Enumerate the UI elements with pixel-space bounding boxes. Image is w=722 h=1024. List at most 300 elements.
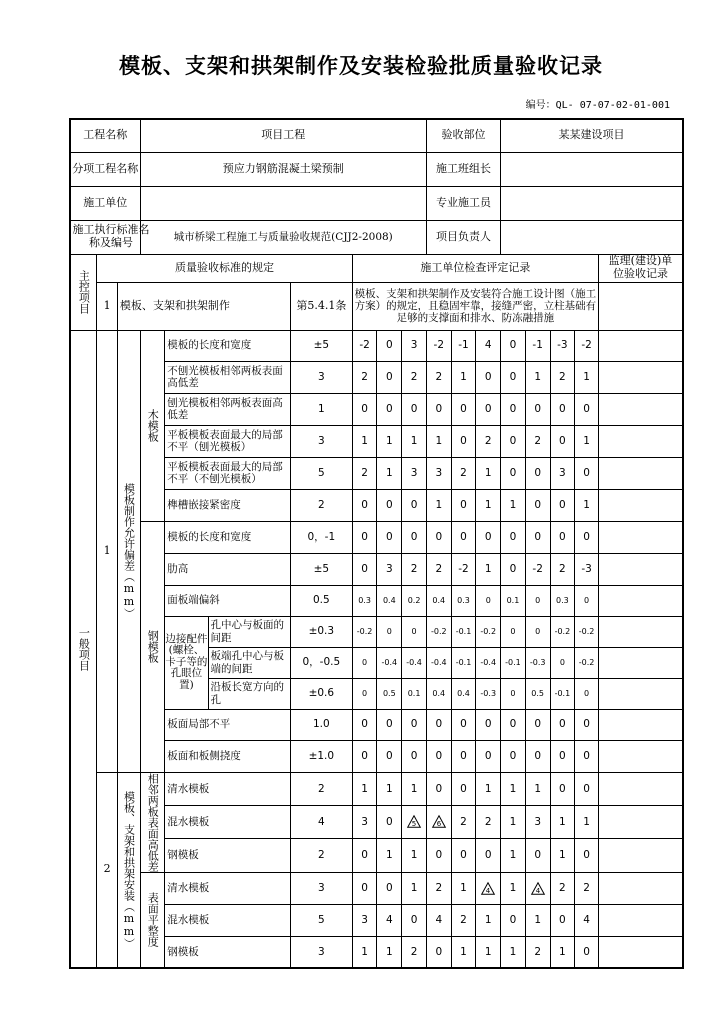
measurement: 0 xyxy=(575,709,599,740)
measurement: 1 xyxy=(501,838,526,872)
table-row xyxy=(70,521,683,553)
measurement: 1 xyxy=(501,772,526,806)
tolerance: ±5 xyxy=(290,330,352,361)
measurement: 1 xyxy=(352,936,377,968)
check-item: 钢模板 xyxy=(165,838,291,872)
project-name-label: 工程名称 xyxy=(70,119,140,152)
spec-column-header: 质量验收标准的规定 xyxy=(97,254,352,282)
check-item: 混水模板 xyxy=(165,904,291,936)
measurement: 1 xyxy=(377,772,402,806)
contractor-value xyxy=(140,186,426,220)
tolerance: ±0.6 xyxy=(290,678,352,709)
measurement: 1 xyxy=(575,806,599,839)
standard-value: 城市桥梁工程施工与质量验收规范(CJJ2-2008) xyxy=(140,220,426,254)
measurement: 0 xyxy=(550,521,575,553)
measurement: 0 xyxy=(352,838,377,872)
supervisor-record xyxy=(598,772,683,806)
general-label: 一般项目 xyxy=(77,626,91,671)
supervisor-record xyxy=(598,936,683,968)
tolerance: ±1.0 xyxy=(290,740,352,772)
measurement: 0 xyxy=(525,838,550,872)
measurement: 2 xyxy=(525,425,550,457)
measurement: 1 xyxy=(575,425,599,457)
measurement: 1 xyxy=(550,936,575,968)
measurement: 0 xyxy=(377,709,402,740)
measurement: 1 xyxy=(476,936,501,968)
measurement: 2 xyxy=(550,361,575,393)
measurement: 0 xyxy=(476,393,501,425)
measurement: 0.4 xyxy=(426,585,451,616)
measurement: 0 xyxy=(352,393,377,425)
measurement: 0 xyxy=(501,740,526,772)
check-item: 板面和板侧挠度 xyxy=(165,740,291,772)
measurement: 0.2 xyxy=(402,585,427,616)
measurement: 1 xyxy=(402,872,427,904)
measurement: 0 xyxy=(525,489,550,521)
measurement: 0.3 xyxy=(451,585,476,616)
measurement: 4 xyxy=(377,904,402,936)
measurement: 2 xyxy=(451,904,476,936)
measurement: 3 xyxy=(426,457,451,489)
measurement: 1 xyxy=(377,425,402,457)
supervisor-record xyxy=(598,521,683,553)
measurement: 0 xyxy=(476,740,501,772)
measurement: 0 xyxy=(550,709,575,740)
supervisor-record xyxy=(598,553,683,585)
measurement: 0 xyxy=(550,772,575,806)
tolerance: 5 xyxy=(290,457,352,489)
standard-label xyxy=(70,220,150,254)
supervisor-record xyxy=(598,361,683,393)
measurement: 0.3 xyxy=(550,585,575,616)
wood-label: 木模板 xyxy=(146,409,160,442)
measurement: -0.3 xyxy=(476,678,501,709)
measurement: 0.4 xyxy=(451,678,476,709)
measurement: 4 xyxy=(575,904,599,936)
measurement: 2 xyxy=(426,361,451,393)
tolerance: 0，-1 xyxy=(290,521,352,553)
measurement: -0.1 xyxy=(550,678,575,709)
measurement: 0 xyxy=(525,521,550,553)
group2-no: 2 xyxy=(97,772,118,968)
main-control-item: 模板、支架和拱架制作 xyxy=(117,282,290,330)
measurement: 1 xyxy=(377,838,402,872)
tolerance: ±5 xyxy=(290,553,352,585)
measurement: 0.1 xyxy=(402,678,427,709)
tolerance: 4 xyxy=(290,806,352,839)
measurement: 0 xyxy=(352,709,377,740)
measurement: 0 xyxy=(525,616,550,647)
measurement: 2 xyxy=(451,457,476,489)
measurement: -1 xyxy=(525,330,550,361)
measurement: 1 xyxy=(426,425,451,457)
measurement: -3 xyxy=(575,553,599,585)
main-control-label-cell xyxy=(70,254,97,330)
acceptance-part-value: 某某建设项目 xyxy=(501,119,683,152)
check-item: 钢模板 xyxy=(165,936,291,968)
measurement: -0.4 xyxy=(426,647,451,678)
measurement: 1 xyxy=(550,806,575,839)
measurement: 1 xyxy=(476,904,501,936)
check-item: 模板的长度和宽度 xyxy=(165,330,291,361)
measurement: 0 xyxy=(476,838,501,872)
measurement: 1 xyxy=(525,361,550,393)
measurement: 1 xyxy=(402,425,427,457)
measurement: 0 xyxy=(550,393,575,425)
measurement: 1 xyxy=(402,772,427,806)
measurement: -2 xyxy=(426,330,451,361)
sub-project-value: 预应力钢筋混凝土梁预制 xyxy=(140,152,426,186)
measurement: 0 xyxy=(402,709,427,740)
measurement: 1 xyxy=(501,489,526,521)
supervisor-column-text: 监理(建设)单位验收记录 xyxy=(608,254,673,280)
check-item: 肋高 xyxy=(165,553,291,585)
project-manager-value xyxy=(501,220,683,254)
measurement: 0 xyxy=(426,740,451,772)
measurement: 0 xyxy=(451,425,476,457)
measurement: 0 xyxy=(501,553,526,585)
supervisor-record xyxy=(598,678,683,709)
team-leader-value xyxy=(501,152,683,186)
measurement: 2 xyxy=(352,361,377,393)
measurement: 1 xyxy=(451,936,476,968)
measurement: 0 xyxy=(525,393,550,425)
check-item: 孔中心与板面的间距 xyxy=(208,616,290,647)
check-item: 混水模板 xyxy=(165,806,291,839)
measurement: 0 xyxy=(575,585,599,616)
measurement: -0.1 xyxy=(451,616,476,647)
group2-label-cell xyxy=(117,772,140,968)
measurement: 0 xyxy=(525,709,550,740)
measurement: 0 xyxy=(451,393,476,425)
tolerance: 1 xyxy=(290,393,352,425)
supervisor-record xyxy=(598,457,683,489)
measurement xyxy=(402,806,427,839)
tolerance: 3 xyxy=(290,872,352,904)
measurement: 0 xyxy=(501,616,526,647)
measurement: 0.3 xyxy=(352,585,377,616)
measurement: -2 xyxy=(525,553,550,585)
warning-flag-value: 4 xyxy=(486,886,491,895)
measurement: 2 xyxy=(476,425,501,457)
measurement: 1 xyxy=(352,772,377,806)
main-control-label: 主控项目 xyxy=(77,270,91,314)
measurement: 2 xyxy=(575,872,599,904)
check-item: 面板端偏斜 xyxy=(165,585,291,616)
record-code: 编号：QL- 07-07-02-01-001 xyxy=(525,100,670,111)
measurement: 0 xyxy=(501,393,526,425)
group1-no: 1 xyxy=(97,330,118,772)
measurement: 1 xyxy=(525,772,550,806)
supervisor-record xyxy=(598,616,683,647)
measurement xyxy=(476,872,501,904)
professional-worker-label: 专业施工员 xyxy=(426,186,500,220)
measurement: 0 xyxy=(402,904,427,936)
measurement: 0 xyxy=(575,936,599,968)
measurement: 0 xyxy=(402,740,427,772)
check-item: 不刨光模板相邻两板表面高低差 xyxy=(165,361,291,393)
measurement: 0 xyxy=(451,772,476,806)
measurement: 2 xyxy=(426,872,451,904)
warning-flag-value: 6 xyxy=(436,820,442,829)
measurement: 1 xyxy=(352,425,377,457)
main-control-supervisor xyxy=(598,282,683,330)
measurement: 0 xyxy=(525,457,550,489)
measurement: 0 xyxy=(476,361,501,393)
wood-label-cell xyxy=(140,330,165,521)
measurement: 1 xyxy=(525,904,550,936)
measurement: 0 xyxy=(501,330,526,361)
measurement: -0.2 xyxy=(575,647,599,678)
measurement: 1 xyxy=(476,457,501,489)
measurement: 4 xyxy=(476,330,501,361)
measurement: 1 xyxy=(402,838,427,872)
check-column-header: 施工单位检查评定记录 xyxy=(352,254,598,282)
measurement: 0 xyxy=(377,740,402,772)
inspection-table xyxy=(69,118,684,969)
measurement: 3 xyxy=(550,457,575,489)
table-row xyxy=(70,772,683,806)
measurement: 1 xyxy=(451,361,476,393)
side-connector-text: 边接配件(螺栓、卡子等的孔眼位置) xyxy=(165,632,208,691)
acceptance-part-label: 验收部位 xyxy=(426,119,500,152)
measurement: 0 xyxy=(476,521,501,553)
measurement: 0 xyxy=(550,904,575,936)
tolerance: 2 xyxy=(290,838,352,872)
warning-flag-icon xyxy=(407,815,421,828)
measurement: -0.2 xyxy=(352,616,377,647)
measurement: 0 xyxy=(575,393,599,425)
measurement: 0 xyxy=(377,361,402,393)
measurement: 0.1 xyxy=(501,585,526,616)
side-connector-label xyxy=(165,616,208,709)
measurement: 0 xyxy=(352,553,377,585)
team-leader-label: 施工班组长 xyxy=(426,152,500,186)
measurement: -1 xyxy=(451,330,476,361)
measurement: 0 xyxy=(377,521,402,553)
measurement: -0.1 xyxy=(501,647,526,678)
check-item: 榫槽嵌接紧密度 xyxy=(165,489,291,521)
measurement: 0 xyxy=(377,872,402,904)
check-item: 清水模板 xyxy=(165,772,291,806)
supervisor-record xyxy=(598,740,683,772)
measurement: 0 xyxy=(451,709,476,740)
measurement: 0 xyxy=(525,740,550,772)
page-title: 模板、支架和拱架制作及安装检验批质量验收记录 xyxy=(119,54,603,78)
standard-label-text: 施工执行标准名称及编号 xyxy=(72,223,150,249)
measurement: 0 xyxy=(575,772,599,806)
check-item: 沿板长宽方向的孔 xyxy=(208,678,290,709)
tolerance: 2 xyxy=(290,772,352,806)
tolerance: 2 xyxy=(290,489,352,521)
flatness-label-cell xyxy=(140,872,165,968)
warning-flag-icon xyxy=(531,882,545,895)
measurement: 0 xyxy=(501,521,526,553)
measurement: 0 xyxy=(501,457,526,489)
measurement: 0 xyxy=(426,772,451,806)
measurement: 1 xyxy=(575,361,599,393)
measurement: 0 xyxy=(575,740,599,772)
group1-label-cell xyxy=(117,330,140,772)
supervisor-record xyxy=(598,647,683,678)
tolerance: ±0.3 xyxy=(290,616,352,647)
measurement: 1 xyxy=(501,936,526,968)
measurement: 0.5 xyxy=(525,678,550,709)
measurement: -3 xyxy=(550,330,575,361)
measurement: 0 xyxy=(501,425,526,457)
measurement: -2 xyxy=(575,330,599,361)
supervisor-column-header xyxy=(598,254,683,282)
measurement: 0 xyxy=(426,838,451,872)
main-control-clause: 第5.4.1条 xyxy=(290,282,352,330)
project-name-value: 项目工程 xyxy=(140,119,426,152)
supervisor-record xyxy=(598,709,683,740)
measurement: 0 xyxy=(451,489,476,521)
measurement: 0 xyxy=(377,806,402,839)
measurement: 0 xyxy=(501,709,526,740)
measurement: 1 xyxy=(476,489,501,521)
main-control-result: 模板、支架和拱架制作及安装符合施工设计图（施工方案）的规定，且稳固牢靠，接缝严密，立柱基础有足够的支撑面和排水、防冻融措施 xyxy=(352,282,598,330)
warning-flag-icon xyxy=(432,815,446,828)
measurement: 2 xyxy=(402,361,427,393)
measurement: 0 xyxy=(550,740,575,772)
measurement: 3 xyxy=(525,806,550,839)
measurement: 0 xyxy=(377,330,402,361)
tolerance: 0，-0.5 xyxy=(290,647,352,678)
measurement xyxy=(525,872,550,904)
measurement: 1 xyxy=(575,489,599,521)
table-row xyxy=(70,330,683,361)
measurement: 1 xyxy=(501,806,526,839)
measurement: 1 xyxy=(476,772,501,806)
steel-label-cell xyxy=(140,521,165,772)
measurement: 2 xyxy=(451,806,476,839)
measurement: 4 xyxy=(426,904,451,936)
measurement: 0 xyxy=(451,838,476,872)
supervisor-record xyxy=(598,489,683,521)
supervisor-record xyxy=(598,872,683,904)
measurement: -0.2 xyxy=(575,616,599,647)
measurement: 0 xyxy=(352,740,377,772)
measurement: 0 xyxy=(501,904,526,936)
general-label-cell xyxy=(70,330,97,968)
warning-flag-value: 5 xyxy=(411,820,417,829)
measurement: 0.4 xyxy=(377,585,402,616)
measurement: 0 xyxy=(451,521,476,553)
check-item: 模板的长度和宽度 xyxy=(165,521,291,553)
measurement: -0.2 xyxy=(550,616,575,647)
measurement: 0 xyxy=(426,521,451,553)
check-item: 清水模板 xyxy=(165,872,291,904)
measurement: 1 xyxy=(451,872,476,904)
measurement: 2 xyxy=(402,936,427,968)
measurement: 0 xyxy=(402,393,427,425)
measurement: 0 xyxy=(525,585,550,616)
measurement: 3 xyxy=(377,553,402,585)
measurement: 0 xyxy=(550,489,575,521)
tolerance: 3 xyxy=(290,425,352,457)
supervisor-record xyxy=(598,585,683,616)
measurement: -0.4 xyxy=(402,647,427,678)
measurement: 2 xyxy=(426,553,451,585)
supervisor-record xyxy=(598,393,683,425)
measurement xyxy=(426,806,451,839)
measurement: 0.5 xyxy=(377,678,402,709)
adjacent-diff-label: 相邻两板表面高低差 xyxy=(146,772,160,872)
contractor-label: 施工单位 xyxy=(70,186,140,220)
measurement: 0 xyxy=(352,647,377,678)
measurement: 0 xyxy=(352,678,377,709)
measurement: 0 xyxy=(402,521,427,553)
measurement: 1 xyxy=(501,872,526,904)
measurement: 2 xyxy=(525,936,550,968)
measurement: 0 xyxy=(501,678,526,709)
main-control-no: 1 xyxy=(97,282,118,330)
measurement: 0 xyxy=(402,616,427,647)
measurement: 0 xyxy=(402,489,427,521)
measurement: 0 xyxy=(476,585,501,616)
measurement: 0.4 xyxy=(426,678,451,709)
measurement: 0 xyxy=(377,393,402,425)
measurement: 2 xyxy=(352,457,377,489)
measurement: 2 xyxy=(476,806,501,839)
group1-label: 模板制作允许偏差（mm） xyxy=(122,483,136,619)
check-item: 刨光模板相邻两板表面高低差 xyxy=(165,393,291,425)
measurement: 2 xyxy=(550,872,575,904)
supervisor-record xyxy=(598,425,683,457)
measurement: 3 xyxy=(402,457,427,489)
measurement: 0 xyxy=(575,457,599,489)
measurement: 0 xyxy=(377,616,402,647)
supervisor-record xyxy=(598,806,683,839)
measurement: -0.4 xyxy=(476,647,501,678)
tolerance: 3 xyxy=(290,936,352,968)
measurement: 0 xyxy=(476,709,501,740)
tolerance: 1.0 xyxy=(290,709,352,740)
check-item: 平板模板表面最大的局部不平（刨光模板） xyxy=(165,425,291,457)
measurement: 3 xyxy=(352,904,377,936)
measurement: 2 xyxy=(550,553,575,585)
measurement: 0 xyxy=(575,521,599,553)
measurement: -2 xyxy=(451,553,476,585)
measurement: -0.2 xyxy=(476,616,501,647)
measurement: -2 xyxy=(352,330,377,361)
supervisor-record xyxy=(598,838,683,872)
check-item: 平板模板表面最大的局部不平（不刨光模板） xyxy=(165,457,291,489)
measurement: 0 xyxy=(352,872,377,904)
adjacent-diff-label-cell xyxy=(140,772,165,872)
professional-worker-value xyxy=(501,186,683,220)
measurement: 1 xyxy=(476,553,501,585)
project-manager-label: 项目负责人 xyxy=(426,220,500,254)
measurement: 0 xyxy=(501,361,526,393)
measurement: 0 xyxy=(426,393,451,425)
flatness-label: 表面平整度 xyxy=(146,892,160,948)
measurement: -0.2 xyxy=(426,616,451,647)
measurement: 0 xyxy=(426,709,451,740)
warning-flag-value: 4 xyxy=(535,886,540,895)
tolerance: 5 xyxy=(290,904,352,936)
measurement: -0.1 xyxy=(451,647,476,678)
supervisor-record xyxy=(598,330,683,361)
measurement: -0.3 xyxy=(525,647,550,678)
measurement: 0 xyxy=(426,936,451,968)
measurement: 1 xyxy=(550,838,575,872)
group2-label: 模板、支架和拱架安装（mm） xyxy=(122,790,136,949)
sub-project-label: 分项工程名称 xyxy=(70,152,140,186)
measurement: 0 xyxy=(352,521,377,553)
tolerance: 0.5 xyxy=(290,585,352,616)
